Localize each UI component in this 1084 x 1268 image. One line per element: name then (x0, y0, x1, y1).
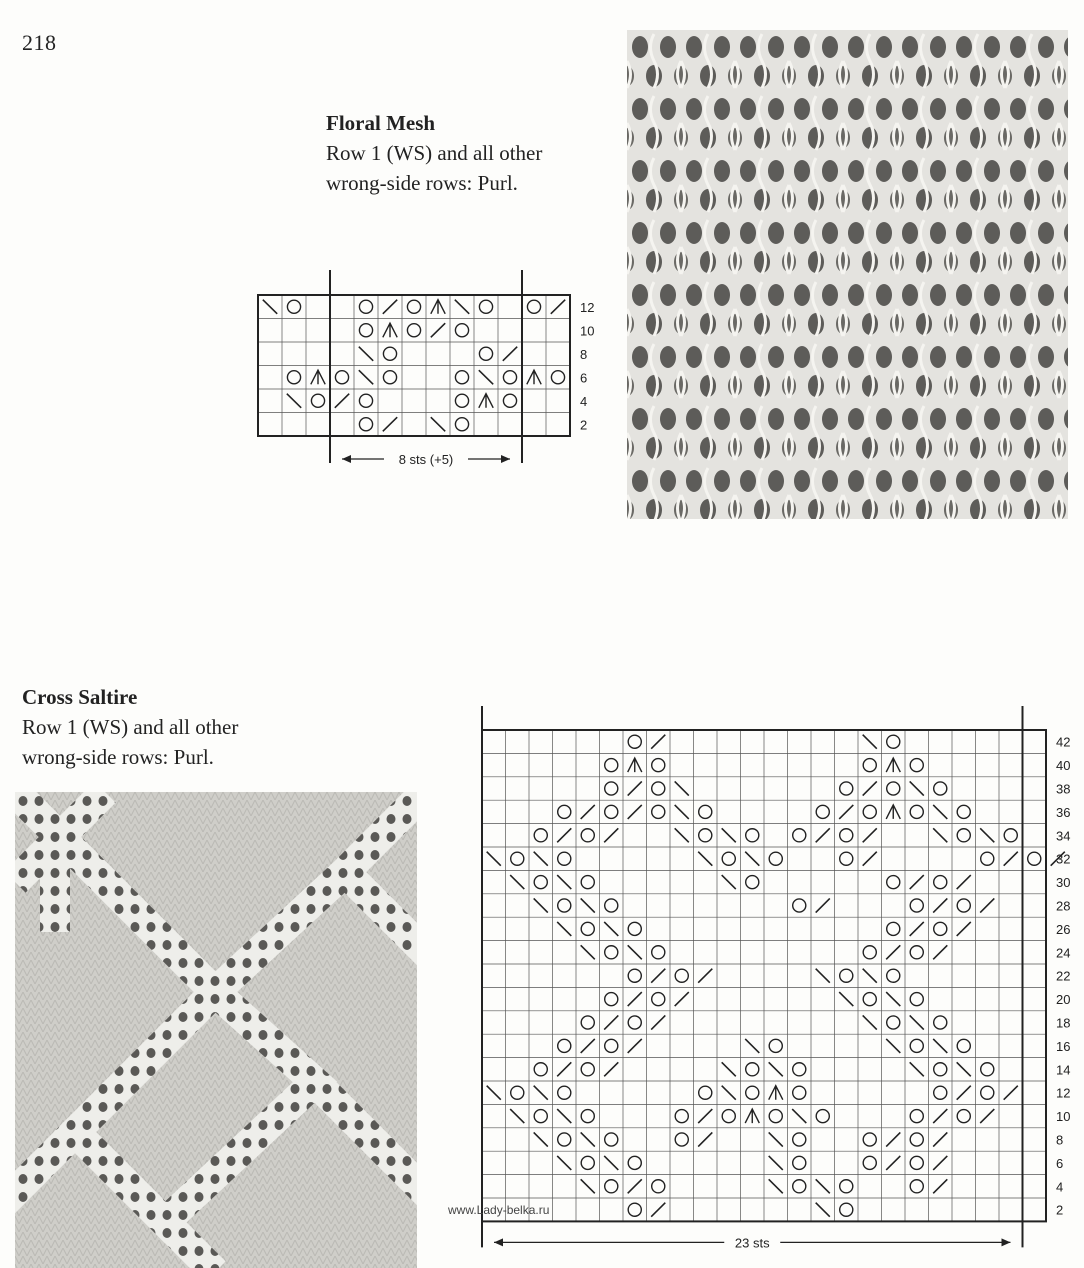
row-number-label: 20 (1056, 992, 1071, 1008)
ssk-symbol (534, 1132, 548, 1146)
yarn-over-symbol (957, 829, 970, 842)
yarn-over-symbol (910, 1133, 923, 1146)
yarn-over-symbol (558, 899, 571, 912)
yarn-over-symbol (359, 394, 372, 407)
yarn-over-symbol (1004, 829, 1017, 842)
repeat-label: 23 sts (734, 1235, 770, 1251)
yarn-over-symbol (910, 1180, 923, 1193)
k2tog-symbol (933, 945, 947, 959)
k2tog-symbol (1004, 852, 1018, 866)
floral-mesh-instruction-line: Row 1 (WS) and all other (326, 141, 543, 165)
ssk-symbol (980, 828, 994, 842)
yarn-over-symbol (793, 1180, 806, 1193)
yarn-over-symbol (605, 782, 618, 795)
k2tog-symbol (957, 922, 971, 936)
row-number-label: 24 (1056, 945, 1071, 961)
ssk-symbol (628, 945, 642, 959)
ssk-symbol (479, 370, 493, 384)
yarn-over-symbol (581, 876, 594, 889)
yarn-over-symbol (957, 1039, 970, 1052)
k2tog-symbol (651, 735, 665, 749)
arrowhead-right (1002, 1238, 1011, 1246)
row-number-label: 12 (1056, 1085, 1071, 1101)
row-number-label: 8 (580, 346, 588, 362)
k2tog-symbol (651, 1015, 665, 1029)
yarn-over-symbol (581, 1110, 594, 1123)
ssk-symbol (722, 1086, 736, 1100)
yarn-over-symbol (534, 1110, 547, 1123)
row-number-label: 28 (1056, 898, 1071, 914)
k2tog-symbol (863, 781, 877, 795)
yarn-over-symbol (335, 371, 348, 384)
yarn-over-symbol (840, 852, 853, 865)
floral-mesh-instruction-line: wrong-side rows: Purl. (326, 171, 518, 195)
ssk-symbol (792, 1109, 806, 1123)
yarn-over-symbol (793, 1133, 806, 1146)
arrowhead-left (342, 455, 351, 463)
ssk-symbol (933, 828, 947, 842)
ssk-symbol (816, 1203, 830, 1217)
double-decrease-symbol (311, 370, 325, 384)
floral-mesh-knit-texture (627, 30, 1068, 519)
k2tog-symbol (698, 969, 712, 983)
yarn-over-symbol (981, 1063, 994, 1076)
cross-saltire-instruction-line: Row 1 (WS) and all other (22, 715, 239, 739)
k2tog-symbol (980, 1109, 994, 1123)
k2tog-symbol (383, 417, 397, 431)
yarn-over-symbol (910, 805, 923, 818)
yarn-over-symbol (605, 805, 618, 818)
k2tog-symbol (604, 1015, 618, 1029)
yarn-over-symbol (605, 946, 618, 959)
k2tog-symbol (503, 347, 517, 361)
k2tog-symbol (980, 898, 994, 912)
row-number-label: 10 (580, 323, 595, 339)
yarn-over-symbol (957, 1110, 970, 1123)
double-decrease-symbol (886, 758, 900, 772)
cross-saltire-description (22, 682, 238, 772)
ssk-symbol (431, 417, 445, 431)
yarn-over-symbol (910, 899, 923, 912)
k2tog-symbol (628, 1179, 642, 1193)
ssk-symbol (581, 1179, 595, 1193)
k2tog-symbol (551, 300, 565, 314)
k2tog-symbol (698, 1132, 712, 1146)
k2tog-symbol (863, 828, 877, 842)
yarn-over-symbol (887, 876, 900, 889)
yarn-over-symbol (957, 899, 970, 912)
yarn-over-symbol (910, 993, 923, 1006)
ssk-symbol (534, 852, 548, 866)
row-number-label: 18 (1056, 1015, 1071, 1031)
row-number-label: 30 (1056, 875, 1071, 891)
yarn-over-symbol (628, 922, 641, 935)
yarn-over-symbol (551, 371, 564, 384)
yarn-over-symbol (934, 1086, 947, 1099)
k2tog-symbol (383, 300, 397, 314)
yarn-over-symbol (910, 1039, 923, 1052)
k2tog-symbol (604, 1062, 618, 1076)
k2tog-symbol (816, 828, 830, 842)
yarn-over-symbol (652, 759, 665, 772)
ssk-symbol (675, 828, 689, 842)
ssk-symbol (557, 1156, 571, 1170)
cross-saltire-title: Cross Saltire (22, 685, 138, 709)
k2tog-symbol (557, 1062, 571, 1076)
yarn-over-symbol (793, 1063, 806, 1076)
cross-saltire-chart-svg (472, 702, 1072, 1264)
ssk-symbol (581, 898, 595, 912)
ssk-symbol (816, 969, 830, 983)
ssk-symbol (863, 735, 877, 749)
row-number-label: 16 (1056, 1038, 1071, 1054)
ssk-symbol (745, 852, 759, 866)
yarn-over-symbol (534, 1063, 547, 1076)
yarn-over-symbol (628, 735, 641, 748)
yarn-over-symbol (503, 371, 516, 384)
yarn-over-symbol (887, 922, 900, 935)
yarn-over-symbol (359, 300, 372, 313)
ssk-symbol (769, 1179, 783, 1193)
repeat-label: 8 sts (+5) (398, 452, 454, 467)
k2tog-symbol (335, 394, 349, 408)
yarn-over-symbol (769, 1039, 782, 1052)
yarn-over-symbol (455, 324, 468, 337)
double-decrease-symbol (769, 1086, 783, 1100)
yarn-over-symbol (863, 1156, 876, 1169)
ssk-symbol (863, 969, 877, 983)
double-decrease-symbol (479, 394, 493, 408)
k2tog-symbol (816, 898, 830, 912)
k2tog-symbol (863, 852, 877, 866)
ssk-symbol (287, 394, 301, 408)
yarn-over-symbol (793, 1086, 806, 1099)
yarn-over-symbol (628, 1016, 641, 1029)
yarn-over-symbol (910, 946, 923, 959)
row-number-label: 2 (1056, 1202, 1064, 1218)
yarn-over-symbol (699, 805, 712, 818)
k2tog-symbol (957, 1086, 971, 1100)
yarn-over-symbol (746, 876, 759, 889)
yarn-over-symbol (793, 899, 806, 912)
yarn-over-symbol (793, 1156, 806, 1169)
yarn-over-symbol (863, 993, 876, 1006)
yarn-over-symbol (934, 782, 947, 795)
floral-mesh-chart (252, 268, 597, 478)
yarn-over-symbol (605, 1133, 618, 1146)
yarn-over-symbol (311, 394, 324, 407)
ssk-symbol (604, 1156, 618, 1170)
ssk-symbol (487, 852, 501, 866)
yarn-over-symbol (527, 300, 540, 313)
ssk-symbol (455, 300, 469, 314)
yarn-over-symbol (675, 969, 688, 982)
ssk-symbol (510, 875, 524, 889)
yarn-over-symbol (628, 969, 641, 982)
ssk-symbol (359, 347, 373, 361)
yarn-over-symbol (675, 1133, 688, 1146)
yarn-over-symbol (887, 1016, 900, 1029)
yarn-over-symbol (840, 782, 853, 795)
yarn-over-symbol (511, 1086, 524, 1099)
yarn-over-symbol (746, 829, 759, 842)
k2tog-symbol (581, 1039, 595, 1053)
double-decrease-symbol (745, 1109, 759, 1123)
row-number-label: 32 (1056, 851, 1071, 867)
ssk-symbol (722, 875, 736, 889)
page-number: 218 (22, 30, 57, 55)
yarn-over-symbol (558, 1039, 571, 1052)
k2tog-symbol (557, 828, 571, 842)
ssk-symbol (933, 805, 947, 819)
k2tog-symbol (651, 1203, 665, 1217)
yarn-over-symbol (934, 1016, 947, 1029)
ssk-symbol (581, 1132, 595, 1146)
yarn-over-symbol (981, 1086, 994, 1099)
k2tog-symbol (886, 1132, 900, 1146)
ssk-symbol (769, 1062, 783, 1076)
yarn-over-symbol (910, 1156, 923, 1169)
ssk-symbol (769, 1156, 783, 1170)
ssk-symbol (722, 828, 736, 842)
k2tog-symbol (581, 805, 595, 819)
yarn-over-symbol (534, 876, 547, 889)
yarn-over-symbol (863, 805, 876, 818)
k2tog-symbol (933, 1109, 947, 1123)
yarn-over-symbol (455, 418, 468, 431)
row-number-label: 34 (1056, 828, 1071, 844)
yarn-over-symbol (769, 1110, 782, 1123)
ssk-symbol (557, 922, 571, 936)
yarn-over-symbol (479, 300, 492, 313)
yarn-over-symbol (581, 1156, 594, 1169)
yarn-over-symbol (934, 876, 947, 889)
double-decrease-symbol (431, 300, 445, 314)
yarn-over-symbol (840, 829, 853, 842)
yarn-over-symbol (1028, 852, 1041, 865)
cross-saltire-knit-texture (15, 792, 417, 1268)
yarn-over-symbol (746, 1063, 759, 1076)
floral-mesh-title: Floral Mesh (326, 111, 436, 135)
ssk-symbol (910, 1062, 924, 1076)
k2tog-symbol (628, 1039, 642, 1053)
ssk-symbol (863, 1015, 877, 1029)
yarn-over-symbol (652, 1180, 665, 1193)
arrowhead-right (501, 455, 510, 463)
yarn-over-symbol (407, 324, 420, 337)
ssk-symbol (604, 922, 618, 936)
double-decrease-symbol (527, 370, 541, 384)
yarn-over-symbol (840, 969, 853, 982)
double-decrease-symbol (383, 323, 397, 337)
yarn-over-symbol (675, 1110, 688, 1123)
ssk-symbol (487, 1086, 501, 1100)
ssk-symbol (839, 992, 853, 1006)
row-number-label: 4 (580, 393, 588, 409)
yarn-over-symbol (887, 782, 900, 795)
k2tog-symbol (886, 945, 900, 959)
yarn-over-symbol (863, 759, 876, 772)
k2tog-symbol (910, 875, 924, 889)
yarn-over-symbol (722, 852, 735, 865)
yarn-over-symbol (652, 993, 665, 1006)
double-decrease-symbol (628, 758, 642, 772)
yarn-over-symbol (887, 735, 900, 748)
yarn-over-symbol (455, 371, 468, 384)
k2tog-symbol (933, 1179, 947, 1193)
row-number-label: 14 (1056, 1062, 1071, 1078)
row-number-label: 6 (580, 370, 588, 386)
yarn-over-symbol (910, 1110, 923, 1123)
row-number-label: 8 (1056, 1132, 1064, 1148)
yarn-over-symbol (534, 829, 547, 842)
yarn-over-symbol (652, 946, 665, 959)
yarn-over-symbol (910, 759, 923, 772)
ssk-symbol (910, 781, 924, 795)
ssk-symbol (675, 805, 689, 819)
yarn-over-symbol (793, 829, 806, 842)
row-number-label: 2 (580, 417, 588, 433)
yarn-over-symbol (455, 394, 468, 407)
yarn-over-symbol (503, 394, 516, 407)
k2tog-symbol (604, 828, 618, 842)
yarn-over-symbol (558, 805, 571, 818)
row-number-label: 38 (1056, 781, 1071, 797)
k2tog-symbol (628, 805, 642, 819)
yarn-over-symbol (581, 1063, 594, 1076)
yarn-over-symbol (558, 1086, 571, 1099)
yarn-over-symbol (558, 1133, 571, 1146)
ssk-symbol (933, 1039, 947, 1053)
row-number-label: 4 (1056, 1179, 1064, 1195)
ssk-symbol (816, 1179, 830, 1193)
ssk-symbol (675, 781, 689, 795)
yarn-over-symbol (887, 969, 900, 982)
yarn-over-symbol (605, 899, 618, 912)
ssk-symbol (957, 1062, 971, 1076)
yarn-over-symbol (722, 1110, 735, 1123)
k2tog-symbol (886, 1156, 900, 1170)
yarn-over-symbol (981, 852, 994, 865)
yarn-over-symbol (769, 852, 782, 865)
yarn-over-symbol (605, 1039, 618, 1052)
row-number-label: 40 (1056, 758, 1071, 774)
k2tog-symbol (910, 922, 924, 936)
yarn-over-symbol (605, 993, 618, 1006)
ssk-symbol (557, 875, 571, 889)
yarn-over-symbol (628, 1203, 641, 1216)
double-decrease-symbol (886, 805, 900, 819)
yarn-over-symbol (699, 829, 712, 842)
row-number-label: 12 (580, 299, 595, 315)
arrowhead-left (494, 1238, 503, 1246)
ssk-symbol (698, 852, 712, 866)
k2tog-symbol (933, 898, 947, 912)
k2tog-symbol (698, 1109, 712, 1123)
yarn-over-symbol (383, 347, 396, 360)
yarn-over-symbol (359, 324, 372, 337)
floral-mesh-description (326, 108, 542, 198)
yarn-over-symbol (558, 852, 571, 865)
cross-saltire-instruction-line: wrong-side rows: Purl. (22, 745, 214, 769)
k2tog-symbol (431, 323, 445, 337)
k2tog-symbol (628, 781, 642, 795)
yarn-over-symbol (383, 371, 396, 384)
watermark: www.Lady-belka.ru (448, 1203, 550, 1217)
row-number-label: 10 (1056, 1109, 1071, 1125)
k2tog-symbol (933, 1132, 947, 1146)
row-number-label: 36 (1056, 804, 1071, 820)
cross-saltire-chart (472, 702, 1072, 1264)
yarn-over-symbol (605, 759, 618, 772)
k2tog-symbol (957, 875, 971, 889)
ssk-symbol (581, 945, 595, 959)
k2tog-symbol (1004, 1086, 1018, 1100)
yarn-over-symbol (652, 782, 665, 795)
yarn-over-symbol (863, 1133, 876, 1146)
k2tog-symbol (933, 1156, 947, 1170)
yarn-over-symbol (816, 1110, 829, 1123)
yarn-over-symbol (840, 1203, 853, 1216)
yarn-over-symbol (359, 418, 372, 431)
k2tog-symbol (675, 992, 689, 1006)
floral-mesh-swatch-photo (627, 30, 1068, 519)
ssk-symbol (557, 1109, 571, 1123)
yarn-over-symbol (287, 300, 300, 313)
yarn-over-symbol (746, 1086, 759, 1099)
yarn-over-symbol (628, 1156, 641, 1169)
yarn-over-symbol (699, 1086, 712, 1099)
ssk-symbol (769, 1132, 783, 1146)
ssk-symbol (722, 1062, 736, 1076)
yarn-over-symbol (581, 829, 594, 842)
yarn-over-symbol (816, 805, 829, 818)
ssk-symbol (263, 300, 277, 314)
yarn-over-symbol (652, 805, 665, 818)
ssk-symbol (359, 370, 373, 384)
ssk-symbol (886, 992, 900, 1006)
yarn-over-symbol (605, 1180, 618, 1193)
cross-saltire-swatch-photo (15, 792, 417, 1268)
row-number-label: 6 (1056, 1155, 1064, 1171)
yarn-over-symbol (581, 922, 594, 935)
yarn-over-symbol (957, 805, 970, 818)
row-number-label: 22 (1056, 968, 1071, 984)
k2tog-symbol (651, 969, 665, 983)
floral-mesh-chart-svg (252, 268, 597, 478)
ssk-symbol (886, 1039, 900, 1053)
ssk-symbol (910, 1015, 924, 1029)
ssk-symbol (534, 898, 548, 912)
yarn-over-symbol (407, 300, 420, 313)
yarn-over-symbol (287, 371, 300, 384)
yarn-over-symbol (934, 922, 947, 935)
ssk-symbol (510, 1109, 524, 1123)
k2tog-symbol (628, 992, 642, 1006)
yarn-over-symbol (934, 1063, 947, 1076)
yarn-over-symbol (581, 1016, 594, 1029)
ssk-symbol (745, 1039, 759, 1053)
yarn-over-symbol (479, 347, 492, 360)
row-number-label: 42 (1056, 734, 1071, 750)
yarn-over-symbol (511, 852, 524, 865)
yarn-over-symbol (840, 1180, 853, 1193)
ssk-symbol (534, 1086, 548, 1100)
k2tog-symbol (839, 805, 853, 819)
yarn-over-symbol (863, 946, 876, 959)
row-number-label: 26 (1056, 921, 1071, 937)
